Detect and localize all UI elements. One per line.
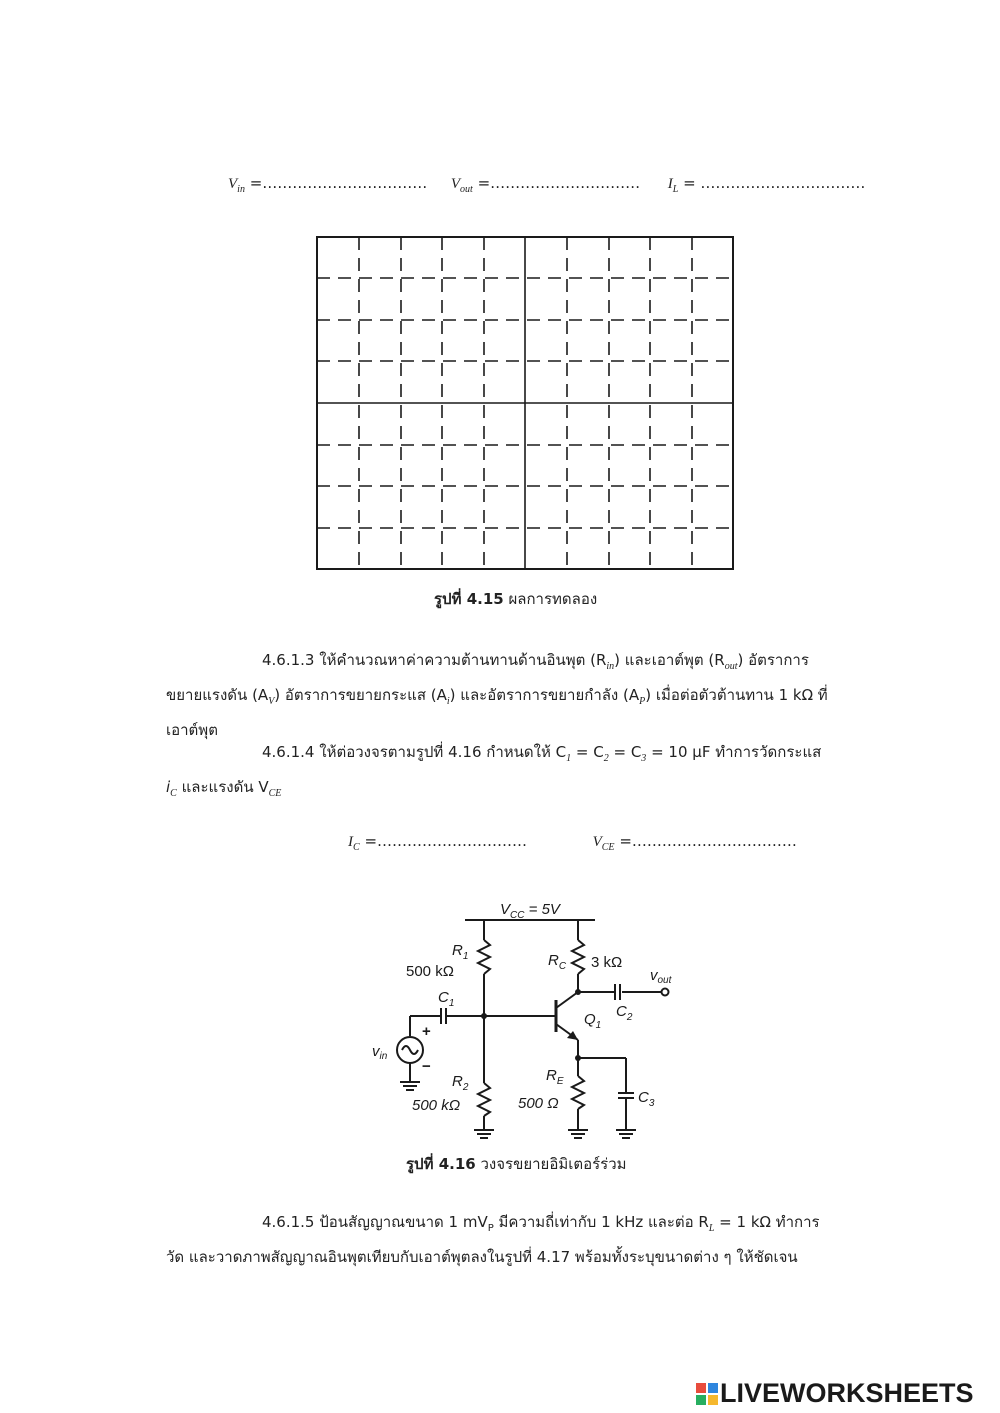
measurement-line-mid: $I_C$ =………………………… $V_{CE}$ =…………………………… [348,832,797,853]
vout-label: $v_{out}$ [650,967,672,986]
il-label: I [667,176,673,192]
figure-416-caption [406,1152,627,1176]
figure-415-title: ผลการทดลอง [508,590,598,608]
oscilloscope-grid[interactable] [316,236,734,570]
paragraph-4613-line3: เอาต์พุต [166,721,218,739]
vout-terminal [662,989,669,996]
c2-label: $C_2$ [616,1003,633,1023]
r2-value: 500 kΩ [412,1097,461,1114]
r1-value: 500 kΩ [406,963,454,980]
rc-value: 3 kΩ [591,954,623,971]
r2-label: $R_2$ [452,1073,469,1093]
liveworksheets-badge-icon [696,1381,718,1403]
re-label: $R_E$ [546,1067,564,1087]
c1-label: $C_1$ [438,989,455,1009]
paragraph-4615-line2: วัด และวาดภาพสัญญาณอินพุตเทียบกับเอาต์พุตลงในรูปที่ 4.17 พร้อมทั้งระบุขนาดต่าง ๆ ให้ชัดเจน [166,1248,798,1266]
vout-blank[interactable]: =………………………… [477,174,641,192]
paragraph-4614 [166,738,886,808]
r1-resistor [478,940,490,974]
r2-resistor [478,1083,490,1116]
ic-blank[interactable]: =………………………… [364,832,528,850]
il-blank[interactable]: = …………………………… [683,174,866,192]
paragraph-4613-line1: 4.6.1.3 ให้คำนวณหาค่าความต้านทานด้านอินพุต $(R_{in})$ และเอาต์พุต $(R_{out})$ อัตราการ [262,651,809,672]
rc-resistor [572,940,584,974]
q1-label: $Q_1$ [584,1011,602,1031]
figure-416-title: วงจรขยายอิมิเตอร์ร่วม [480,1155,627,1173]
ic-label: I [348,834,353,850]
capacitor-plates [441,984,634,1098]
paragraph-4614-line1: 4.6.1.4 ให้ต่อวงจรตามรูปที่ 4.16 กำหนดให้ $C_1 = C_2 = C_3 = 10$ µF ทำการวัดกระแส [262,743,822,764]
paragraph-4613 [166,646,886,745]
measurement-line-top: $V_{in}$ =…………………………… $V_{out}$ =………………………… $I_L$ = …………………………… [228,174,866,195]
paragraph-4613-line2: ขยายแรงดัน $(A_V)$ อัตราการขยายกระแส $(A_i)$ และอัตราการขยายกำลัง $(A_P)$ เมื่อต่อตัวต้านทาน 1 kΩ ที่ [166,686,828,707]
vce-blank[interactable]: =…………………………… [619,832,797,850]
vin-label: $v_{in}$ [372,1043,388,1062]
r1-label: $R_1$ [452,942,469,962]
figure-416-number: รูปที่ 4.16 [406,1155,476,1173]
c3-label: $C_3$ [638,1089,655,1109]
common-emitter-circuit [360,890,700,1150]
paragraph-4615 [166,1208,886,1272]
vce-label: V [592,834,602,850]
source-minus: − [422,1058,431,1075]
source-plus: + [422,1023,431,1040]
vin-label: V [228,176,238,192]
vin-blank[interactable]: =…………………………… [249,174,428,192]
rc-label: $R_C$ [548,952,567,972]
vcc-label: $V_{CC} = 5V$ [500,901,560,921]
re-resistor [572,1076,584,1109]
figure-415-number: รูปที่ 4.15 [434,590,504,608]
paragraph-4615-line1: 4.6.1.5 ป้อนสัญญาณขนาด 1 $mV_P$ มีความถี่เท่ากับ 1 kHz และต่อ $R_L = 1$ kΩ ทำการ [262,1213,820,1234]
liveworksheets-text: LIVEWORKSHEETS [720,1378,974,1408]
paragraph-4614-line2: $i_C$ และแรงดัน $V_{CE}$ [166,778,282,799]
re-value: 500 Ω [518,1095,559,1112]
vout-label: V [450,176,461,192]
liveworksheets-logo [696,1378,974,1409]
figure-415-caption [434,587,597,611]
